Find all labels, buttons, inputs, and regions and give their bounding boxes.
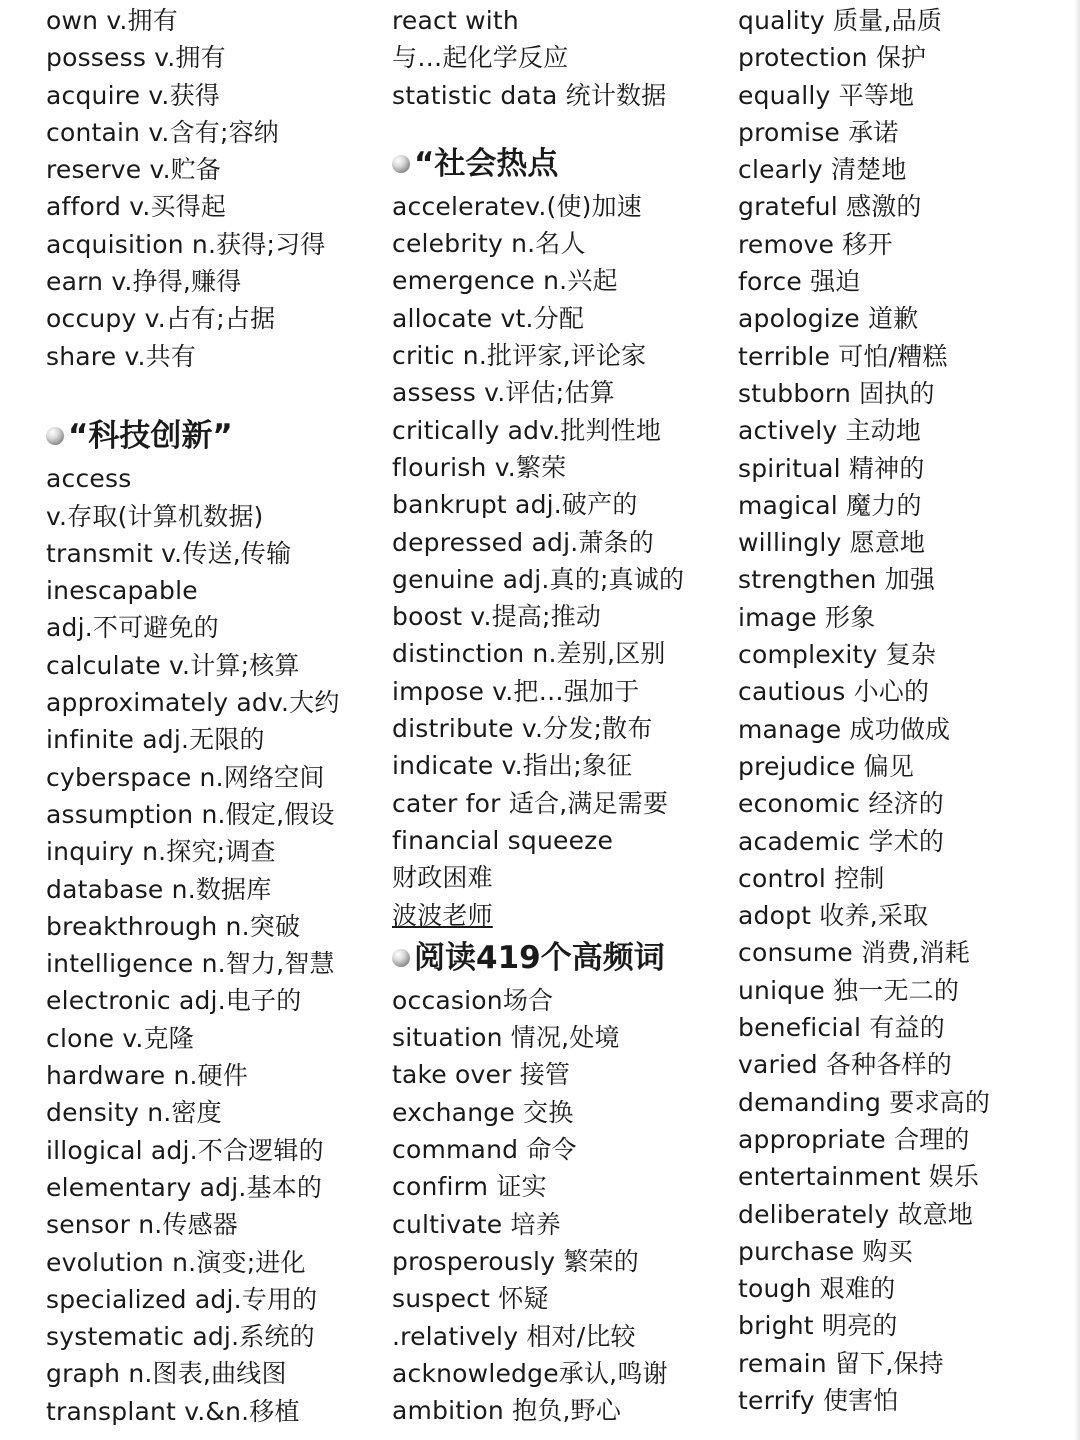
word-entry: graph n.图表,曲线图 — [46, 1359, 287, 1389]
word-entry: react with — [392, 6, 519, 35]
word-entry: terrible 可怕/糟糕 — [738, 341, 948, 371]
spacer — [46, 375, 376, 412]
section-heading-social — [392, 140, 722, 188]
word-entry: image 形象 — [738, 602, 876, 632]
heading-text: “社会热点 — [414, 145, 559, 182]
word-entry: reserve v.贮备 — [46, 155, 222, 185]
word-entry: contain v.含有;容纳 — [46, 117, 279, 147]
word-list-possession — [46, 2, 376, 375]
word-entry: take over 接管 — [392, 1060, 571, 1090]
word-entry: depressed adj.萧条的 — [392, 527, 654, 557]
bullet-icon — [392, 949, 410, 967]
word-list-high-frequency — [738, 2, 1068, 1419]
word-entry: unique 独一无二的 — [738, 975, 960, 1005]
word-entry: ambition 抱负,野心 — [392, 1396, 622, 1426]
word-entry: prejudice 偏见 — [738, 751, 915, 781]
word-entry: complexity 复杂 — [738, 640, 937, 670]
word-entry: appropriate 合理的 — [738, 1124, 970, 1154]
word-entry: hardware n.硬件 — [46, 1061, 249, 1091]
word-entry: promise 承诺 — [738, 117, 899, 147]
word-entry: tough 艰难的 — [738, 1274, 896, 1304]
word-entry: emergence n.兴起 — [392, 266, 618, 296]
column-1 — [46, 2, 376, 1430]
word-entry: occupy v.占有;占据 — [46, 304, 276, 334]
word-entry: database n.数据库 — [46, 874, 272, 904]
word-entry: illogical adj.不合逻辑的 — [46, 1135, 324, 1165]
word-entry: financial squeeze — [392, 825, 614, 855]
word-entry: demanding 要求高的 — [738, 1087, 991, 1117]
word-entry: bright 明亮的 — [738, 1311, 898, 1341]
word-entry: assess v.评估;估算 — [392, 378, 615, 408]
word-entry: own v.拥有 — [46, 6, 178, 35]
word-entry: remove 移开 — [738, 229, 893, 259]
word-entry: transplant v.&n.移植 — [46, 1396, 300, 1426]
word-entry: genuine adj.真的;真诚的 — [392, 564, 685, 594]
word-entry: sensor n.传感器 — [46, 1210, 238, 1240]
word-entry: critic n.批评家,评论家 — [392, 341, 647, 371]
word-entry: cater for 适合,满足需要 — [392, 788, 669, 818]
word-entry: manage 成功做成 — [738, 714, 951, 744]
word-entry: quality 质量,品质 — [738, 6, 943, 35]
word-entry: spiritual 精神的 — [738, 453, 925, 483]
word-entry: infinite adj.无限的 — [46, 725, 265, 755]
word-entry: density n.密度 — [46, 1098, 222, 1128]
word-entry: indicate v.指出;象征 — [392, 751, 633, 781]
word-entry: economic 经济的 — [738, 789, 944, 819]
word-entry: afford v.买得起 — [46, 192, 227, 222]
word-entry: impose v.把…强加于 — [392, 676, 640, 706]
word-entry: boost v.提高;推动 — [392, 602, 602, 632]
word-entry: 与…起化学反应 — [392, 43, 569, 73]
word-entry: electronic adj.电子的 — [46, 986, 302, 1016]
word-entry: calculate v.计算;核算 — [46, 650, 300, 680]
word-entry: force 强迫 — [738, 267, 861, 297]
column-2 — [392, 2, 722, 1429]
page-edge-shadow — [1074, 0, 1080, 1440]
word-entry: beneficial 有益的 — [738, 1013, 945, 1043]
word-entry: adj.不可避免的 — [46, 613, 219, 643]
word-entry: .relatively 相对/比较 — [392, 1321, 636, 1351]
word-entry: evolution n.演变;进化 — [46, 1247, 306, 1277]
word-list-reading — [392, 982, 722, 1430]
word-entry: exchange 交换 — [392, 1097, 574, 1127]
word-entry: situation 情况,处境 — [392, 1023, 620, 1053]
word-entry: distribute v.分发;散布 — [392, 714, 653, 744]
word-entry: approximately adv.大约 — [46, 688, 340, 718]
word-entry: actively 主动地 — [738, 416, 922, 446]
spacer — [392, 114, 722, 140]
word-entry: confirm 证实 — [392, 1172, 547, 1202]
word-entry: suspect 怀疑 — [392, 1284, 549, 1314]
word-entry: cautious 小心的 — [738, 677, 930, 707]
heading-text: 阅读419个高频词 — [414, 939, 665, 976]
word-entry: share v.共有 — [46, 341, 197, 371]
word-list-social — [392, 188, 722, 897]
word-entry: academic 学术的 — [738, 826, 945, 856]
word-entry: willingly 愿意地 — [738, 528, 926, 558]
bullet-icon — [46, 427, 64, 445]
word-entry: control 控制 — [738, 863, 885, 893]
word-entry: access — [46, 464, 132, 494]
word-entry: possess v.拥有 — [46, 43, 226, 73]
word-entry: clearly 清楚地 — [738, 155, 907, 185]
word-entry: clone v.克隆 — [46, 1023, 194, 1053]
word-entry: acquire v.获得 — [46, 80, 220, 110]
section-heading-tech — [46, 412, 376, 460]
word-entry: strengthen 加强 — [738, 565, 936, 595]
word-entry: breakthrough n.突破 — [46, 911, 301, 941]
word-entry: celebrity n.名人 — [392, 229, 586, 259]
word-entry: terrify 使害怕 — [738, 1385, 899, 1415]
word-entry: earn v.挣得,赚得 — [46, 267, 242, 297]
word-entry: apologize 道歉 — [738, 304, 919, 334]
author-link[interactable]: 波波老师 — [392, 900, 493, 930]
word-entry: bankrupt adj.破产的 — [392, 490, 638, 520]
word-entry: critically adv.批判性地 — [392, 415, 662, 445]
word-entry: systematic adj.系统的 — [46, 1322, 315, 1352]
word-entry: specialized adj.专用的 — [46, 1284, 318, 1314]
word-entry: equally 平等地 — [738, 80, 915, 110]
word-entry: statistic data 统计数据 — [392, 80, 667, 110]
word-entry: transmit v.传送,传输 — [46, 538, 292, 568]
word-entry: acquisition n.获得;习得 — [46, 229, 326, 259]
word-entry: cyberspace n.网络空间 — [46, 762, 325, 792]
bullet-icon — [392, 155, 410, 173]
word-entry: consume 消费,消耗 — [738, 938, 970, 968]
word-entry: distinction n.差别,区别 — [392, 639, 666, 669]
word-entry: purchase 购买 — [738, 1236, 913, 1266]
word-list-misc — [392, 2, 722, 114]
word-entry: remain 留下,保持 — [738, 1348, 944, 1378]
word-entry: cultivate 培养 — [392, 1209, 561, 1239]
word-entry: acknowledge承认,鸣谢 — [392, 1358, 668, 1388]
word-list-tech — [46, 460, 376, 1430]
word-entry: allocate vt.分配 — [392, 303, 585, 333]
word-entry: acceleratev.(使)加速 — [392, 191, 643, 221]
word-entry: deliberately 故意地 — [738, 1199, 974, 1229]
word-entry: intelligence n.智力,智慧 — [46, 949, 335, 979]
word-entry: elementary adj.基本的 — [46, 1172, 323, 1202]
heading-text: “科技创新” — [68, 418, 233, 455]
word-entry: flourish v.繁荣 — [392, 452, 567, 482]
column-3 — [738, 2, 1068, 1419]
word-entry: command 命令 — [392, 1135, 577, 1165]
word-entry: inquiry n.探究;调查 — [46, 837, 276, 867]
word-entry: varied 各种各样的 — [738, 1050, 952, 1080]
word-entry: stubborn 固执的 — [738, 378, 935, 408]
word-entry: prosperously 繁荣的 — [392, 1246, 639, 1276]
word-entry: assumption n.假定,假设 — [46, 799, 335, 829]
word-entry: protection 保护 — [738, 43, 927, 73]
word-entry: adopt 收养,采取 — [738, 901, 929, 931]
word-entry: 财政困难 — [392, 863, 493, 893]
word-entry: occasion场合 — [392, 985, 554, 1015]
word-entry: grateful 感激的 — [738, 192, 922, 222]
word-entry: entertainment 娱乐 — [738, 1162, 980, 1192]
section-heading-reading — [392, 934, 722, 982]
word-entry: magical 魔力的 — [738, 490, 922, 520]
word-entry: inescapable — [46, 576, 198, 606]
word-entry: v.存取(计算机数据) — [46, 501, 264, 531]
